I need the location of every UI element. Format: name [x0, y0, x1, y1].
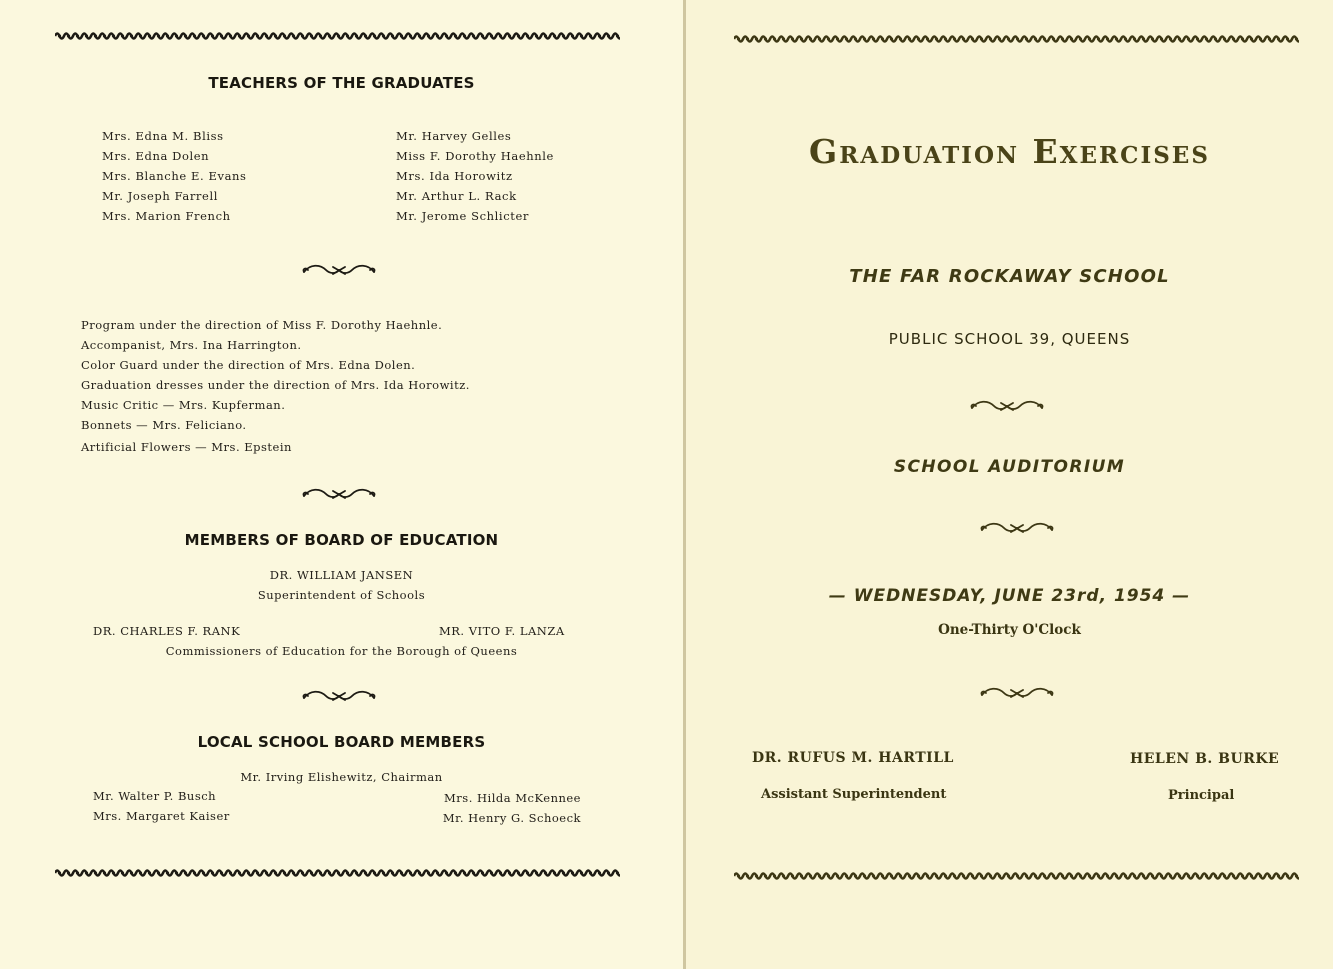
teachers-heading: TEACHERS OF THE GRADUATES	[208, 74, 475, 92]
right-page	[686, 0, 1333, 969]
teachers-column-right	[396, 129, 554, 229]
flourish-divider-icon	[978, 521, 1056, 535]
program-title: Graduation Exercises	[809, 132, 1210, 171]
credit-line: Program under the direction of Miss F. Dorothy Haehnle.	[81, 318, 443, 332]
credit-line: Accompanist, Mrs. Ina Harrington.	[81, 338, 302, 352]
board-heading: MEMBERS OF BOARD OF EDUCATION	[184, 531, 499, 549]
local-board-member: Mr. Henry G. Schoeck	[442, 811, 581, 825]
board-commissioner: MR. VITO F. LANZA	[439, 624, 565, 638]
credit-line: Graduation dresses under the direction of Mrs. Ida Horowitz.	[81, 378, 470, 392]
official-title: Principal	[1168, 788, 1235, 803]
flourish-divider-icon	[300, 263, 378, 277]
scroll-border-icon	[55, 868, 620, 878]
teacher-name: Mrs. Edna Dolen	[102, 149, 210, 163]
scroll-border-icon	[55, 31, 620, 41]
credit-line: Color Guard under the direction of Mrs. Edna Dolen.	[81, 358, 416, 372]
teacher-name: Mrs. Ida Horowitz	[396, 169, 513, 183]
teacher-name: Mrs. Edna M. Bliss	[102, 129, 224, 143]
local-board-heading: LOCAL SCHOOL BOARD MEMBERS	[197, 733, 486, 751]
board-superintendent: DR. WILLIAM JANSEN	[269, 568, 414, 582]
local-board-right	[443, 791, 581, 831]
event-date: — WEDNESDAY, JUNE 23rd, 1954 —	[828, 586, 1191, 606]
school-number: PUBLIC SCHOOL 39, QUEENS	[888, 330, 1131, 348]
flourish-divider-icon	[300, 689, 378, 703]
teacher-name: Mr. Joseph Farrell	[102, 189, 218, 203]
official-name: HELEN B. BURKE	[1130, 751, 1280, 767]
board-superintendent-title: Superintendent of Schools	[257, 588, 426, 602]
official-title: Assistant Superintendent	[761, 787, 947, 802]
official-name: DR. RUFUS M. HARTILL	[752, 750, 954, 766]
teachers-column-left	[102, 129, 247, 229]
teacher-name: Mr. Jerome Schlicter	[396, 209, 529, 223]
school-name: THE FAR ROCKAWAY SCHOOL	[849, 266, 1170, 287]
local-board-member: Mrs. Margaret Kaiser	[93, 809, 230, 823]
board-commissioners-title: Commissioners of Education for the Borough of Queens	[165, 644, 518, 658]
scroll-border-icon	[734, 34, 1299, 44]
flourish-divider-icon	[968, 399, 1046, 413]
scroll-border-icon	[734, 871, 1299, 881]
flourish-divider-icon	[300, 487, 378, 501]
local-board-member: Mr. Walter P. Busch	[93, 789, 217, 803]
event-time: One-Thirty O'Clock	[938, 622, 1081, 638]
board-commissioner: DR. CHARLES F. RANK	[93, 624, 241, 638]
teacher-name: Mrs. Blanche E. Evans	[102, 169, 247, 183]
venue: SCHOOL AUDITORIUM	[893, 457, 1126, 477]
credit-line: Music Critic — Mrs. Kupferman.	[81, 398, 286, 412]
teacher-name: Mr. Harvey Gelles	[396, 129, 512, 143]
local-board-chairman: Mr. Irving Elishewitz, Chairman	[240, 770, 443, 784]
local-board-member: Mrs. Hilda McKennee	[444, 791, 581, 805]
teacher-name: Mrs. Marion French	[102, 209, 231, 223]
credit-line: Bonnets — Mrs. Feliciano.	[81, 418, 247, 432]
program-credits	[81, 318, 470, 460]
local-board-left	[93, 789, 230, 829]
credit-line: Artificial Flowers — Mrs. Epstein	[81, 440, 292, 454]
teacher-name: Miss F. Dorothy Haehnle	[396, 149, 554, 163]
teacher-name: Mr. Arthur L. Rack	[396, 189, 517, 203]
flourish-divider-icon	[978, 686, 1056, 700]
